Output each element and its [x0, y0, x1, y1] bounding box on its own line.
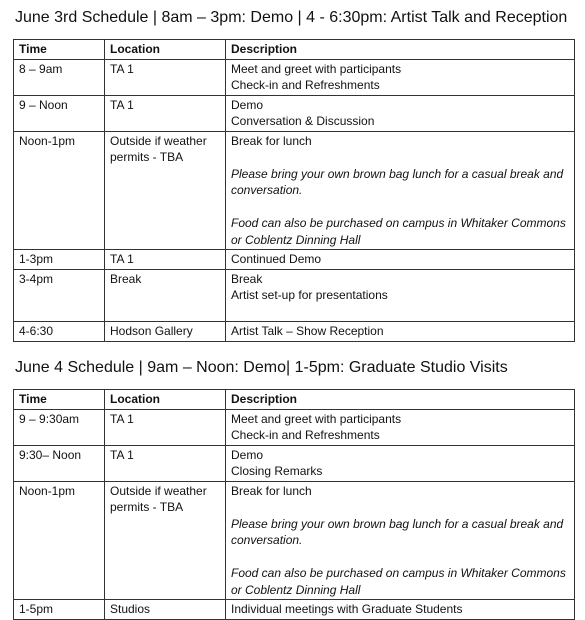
location-cell: TA 1 — [105, 95, 226, 131]
time-cell: 9:30– Noon — [14, 445, 105, 481]
day1-heading: June 3rd Schedule | 8am – 3pm: Demo | 4 - 6:30pm: Artist Talk and Reception — [15, 9, 568, 26]
location-line: permits - TBA — [110, 150, 184, 164]
description-line: Break — [231, 271, 263, 286]
description-line: Artist set-up for presentations — [231, 288, 388, 302]
time-cell: 3-4pm — [14, 269, 105, 322]
time-cell: 4-6:30 — [14, 322, 105, 342]
header-description: Description — [226, 390, 575, 410]
description-cell — [226, 269, 575, 322]
table-row — [14, 95, 575, 131]
location-cell: Studios — [105, 600, 226, 620]
time-cell: 8 – 9am — [14, 59, 105, 95]
header-time: Time — [14, 390, 105, 410]
location-line: permits - TBA — [110, 500, 184, 514]
table-row — [14, 445, 575, 481]
description-line: Meet and greet with participants — [231, 61, 402, 76]
food-note-line: Food can also be purchased on campus in Whitaker Commons — [231, 566, 566, 580]
description-cell — [226, 95, 575, 131]
location-cell: TA 1 — [105, 409, 226, 445]
description-cell — [226, 131, 575, 250]
description-line: Break for lunch — [231, 133, 312, 148]
time-cell: Noon-1pm — [14, 481, 105, 600]
lunch-note-line: conversation. — [231, 533, 303, 547]
description-line: Check-in and Refreshments — [231, 428, 380, 442]
day2-heading: June 4 Schedule | 9am – Noon: Demo| 1-5pm: Graduate Studio Visits — [15, 359, 508, 376]
description-line: Closing Remarks — [231, 464, 323, 478]
description-line: Conversation & Discussion — [231, 114, 375, 128]
description-line: Artist Talk – Show Reception — [231, 324, 384, 338]
lunch-note-line: Please bring your own brown bag lunch for a casual break and — [231, 516, 564, 531]
location-cell: Break — [105, 269, 226, 322]
location-cell: Hodson Gallery — [105, 322, 226, 342]
table-header-row — [14, 390, 575, 410]
location-line: Outside if weather — [110, 483, 207, 498]
header-time: Time — [14, 40, 105, 60]
header-location: Location — [105, 390, 226, 410]
description-cell — [226, 445, 575, 481]
description-line: Check-in and Refreshments — [231, 78, 380, 92]
table-row — [14, 131, 575, 250]
table-row — [14, 600, 575, 620]
time-cell: 1-3pm — [14, 250, 105, 270]
description-line: Demo — [231, 447, 264, 462]
description-line: Continued Demo — [231, 252, 322, 266]
description-cell — [226, 59, 575, 95]
table-row — [14, 269, 575, 322]
time-cell: 9 – Noon — [14, 95, 105, 131]
description-cell — [226, 481, 575, 600]
header-description: Description — [226, 40, 575, 60]
food-note-line: Food can also be purchased on campus in Whitaker Commons — [231, 216, 566, 230]
lunch-note-line: Please bring your own brown bag lunch for a casual break and — [231, 166, 564, 181]
food-note-line: or Coblentz Dinning Hall — [231, 232, 361, 247]
description-line: Demo — [231, 97, 264, 112]
location-cell: TA 1 — [105, 445, 226, 481]
table-row — [14, 322, 575, 342]
description-line: Break for lunch — [231, 483, 312, 498]
location-cell: TA 1 — [105, 250, 226, 270]
time-cell: Noon-1pm — [14, 131, 105, 250]
description-line: Meet and greet with participants — [231, 411, 402, 426]
table-header-row — [14, 40, 575, 60]
header-location: Location — [105, 40, 226, 60]
description-cell — [226, 600, 575, 620]
location-cell — [105, 131, 226, 250]
description-cell — [226, 409, 575, 445]
table-row — [14, 59, 575, 95]
day1-schedule-table — [13, 39, 575, 342]
table-row — [14, 481, 575, 600]
location-cell — [105, 481, 226, 600]
location-cell: TA 1 — [105, 59, 226, 95]
description-line: Individual meetings with Graduate Students — [231, 602, 463, 616]
table-row — [14, 409, 575, 445]
lunch-note-line: conversation. — [231, 183, 303, 197]
time-cell: 1-5pm — [14, 600, 105, 620]
description-cell — [226, 322, 575, 342]
location-line: Outside if weather — [110, 133, 207, 148]
day2-schedule-table — [13, 389, 575, 620]
food-note-line: or Coblentz Dinning Hall — [231, 582, 361, 597]
time-cell: 9 – 9:30am — [14, 409, 105, 445]
description-cell — [226, 250, 575, 270]
table-row — [14, 250, 575, 270]
